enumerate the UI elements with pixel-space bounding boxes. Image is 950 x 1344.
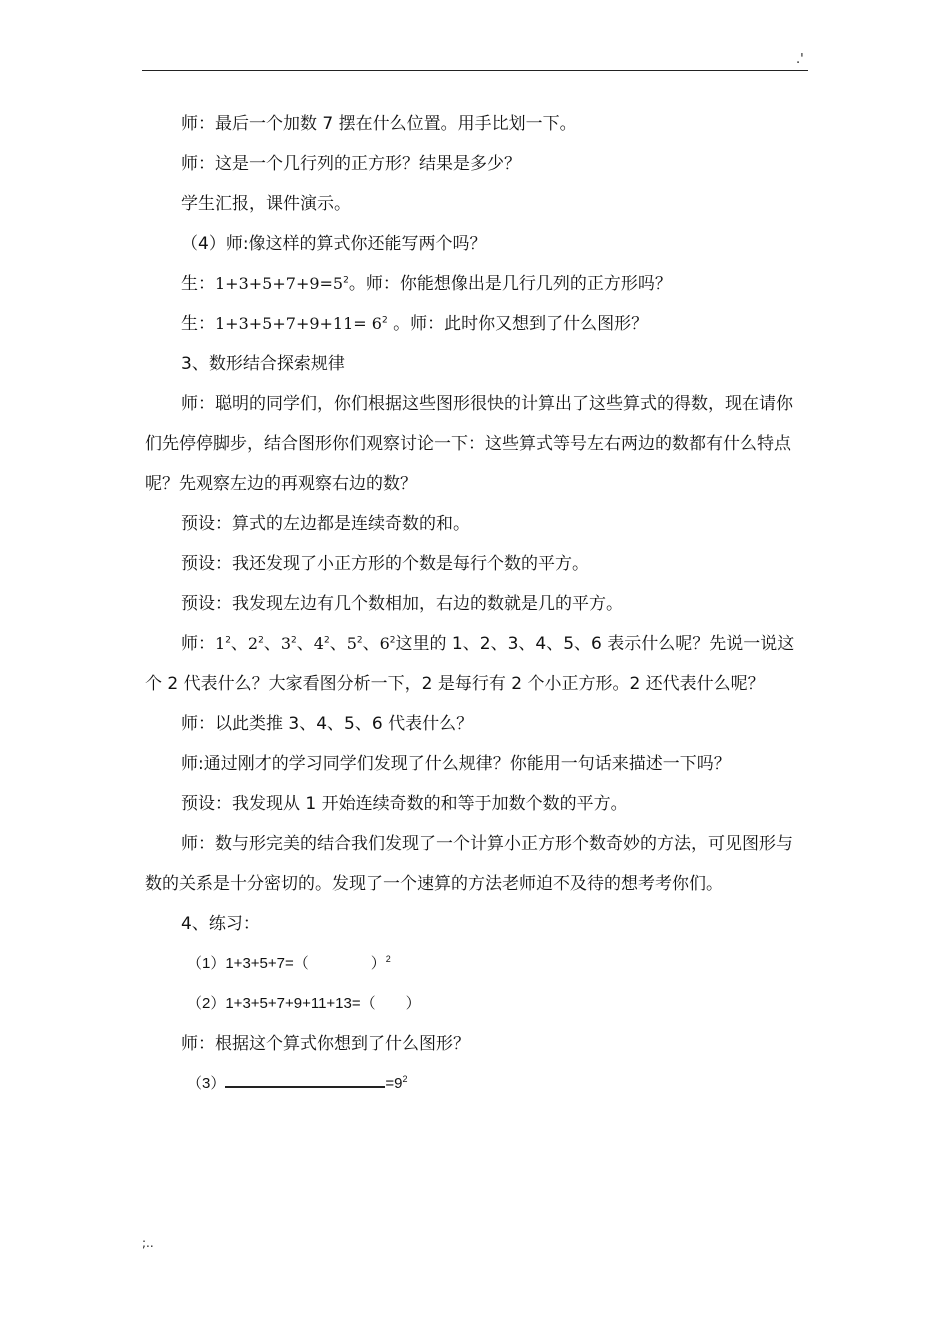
equation: 1+3+5+7+9=5: [215, 274, 344, 293]
text: 这里的 1、2、3、4、5、6 表示什么呢？先说一说这个 2 代表什么？大家看图分析一下，2 是每行有 2 个小正方形。2 还代表什么呢？: [145, 634, 795, 694]
exponent: 2: [323, 635, 330, 646]
fill-in-blank: [225, 1074, 385, 1088]
exponent: 2: [291, 635, 297, 646]
exercise-3: [145, 1064, 809, 1104]
base-2: 2: [247, 634, 259, 653]
speaker-label: 生：: [181, 274, 215, 294]
base-5: 5: [346, 634, 357, 653]
exercise-1: [145, 944, 809, 984]
footer-mark: ;..: [142, 1236, 154, 1250]
paragraph-5: [145, 264, 809, 304]
closing-paren: ）: [405, 995, 421, 1012]
base-4: 4: [313, 634, 324, 653]
closing-paren: ）: [370, 955, 386, 972]
speaker-label: 师：: [181, 634, 215, 654]
exercise-text: （2）1+3+5+7+9+11+13=（: [187, 995, 376, 1012]
paragraph-1: 师：最后一个加数 7 摆在什么位置。用手比划一下。: [181, 114, 577, 134]
base-3: 3: [280, 634, 292, 653]
separator: 、: [263, 634, 281, 654]
exponent: 2: [343, 275, 349, 286]
exponent: 2: [389, 635, 396, 646]
document-body: [145, 104, 809, 1104]
paragraph-9: 预设：算式的左边都是连续奇数的和。: [181, 514, 470, 534]
paragraph-13: 师：以此类推 3、4、5、6 代表什么？: [181, 714, 474, 734]
header-mark: .': [796, 52, 804, 67]
result: =9: [385, 1075, 403, 1092]
header-rule: [142, 70, 808, 71]
paragraph-3: 学生汇报，课件演示。: [181, 194, 351, 214]
exercise-2: [145, 984, 809, 1024]
exponent: 2: [402, 1074, 408, 1084]
paragraph-18: 师：根据这个算式你想到了什么图形？: [181, 1034, 470, 1054]
separator: 、: [362, 634, 380, 654]
text: 。师：你能想像出是几行几列的正方形吗？: [348, 274, 672, 294]
paragraph-14: 师:通过刚才的学习同学们发现了什么规律？你能用一句话来描述一下吗？: [181, 754, 731, 774]
equation: 1+3+5+7+9+11= 6: [215, 314, 382, 333]
speaker-label: 生：: [181, 314, 215, 334]
exponent: 2: [225, 635, 231, 646]
paragraph-15: 预设：我发现从 1 开始连续奇数的和等于加数个数的平方。: [181, 794, 628, 814]
paragraph-6: [145, 304, 809, 344]
paragraph-8: 师：聪明的同学们，你们根据这些图形很快的计算出了这些算式的得数，现在请你们先停停脚步，结合图形你们观察讨论一下：这些算式等号左右两边的数都有什么特点呢？先观察左边的再观察右边的数？: [145, 394, 793, 494]
base-6: 6: [379, 634, 390, 653]
section-heading-4: 4、练习：: [181, 914, 260, 934]
section-heading-3: 3、数形结合探索规律: [181, 354, 345, 374]
paragraph-4: （4）师:像这样的算式你还能写两个吗？: [181, 234, 487, 254]
exponent: 2: [385, 954, 391, 964]
paragraph-16: 师：数与形完美的结合我们发现了一个计算小正方形个数奇妙的方法，可见图形与数的关系是十分密切的。发现了一个速算的方法老师迫不及待的想考考你们。: [145, 834, 793, 894]
paragraph-2: 师：这是一个几行列的正方形？结果是多少？: [181, 154, 521, 174]
text: 。师：此时你又想到了什么图形？: [387, 314, 649, 334]
separator: 、: [329, 634, 347, 654]
separator: 、: [296, 634, 314, 654]
exponent: 2: [381, 315, 388, 326]
exponent: 2: [356, 635, 363, 646]
base-1: 1: [215, 634, 226, 653]
paragraph-10: 预设：我还发现了小正方形的个数是每行个数的平方。: [181, 554, 589, 574]
separator: 、: [230, 634, 248, 654]
paragraph-11: 预设：我发现左边有几个数相加，右边的数就是几的平方。: [181, 594, 623, 614]
paragraph-12: [145, 624, 809, 704]
exercise-text: （1）1+3+5+7=（: [187, 955, 309, 972]
exponent: 2: [258, 635, 264, 646]
exercise-text: （3）: [187, 1075, 226, 1092]
